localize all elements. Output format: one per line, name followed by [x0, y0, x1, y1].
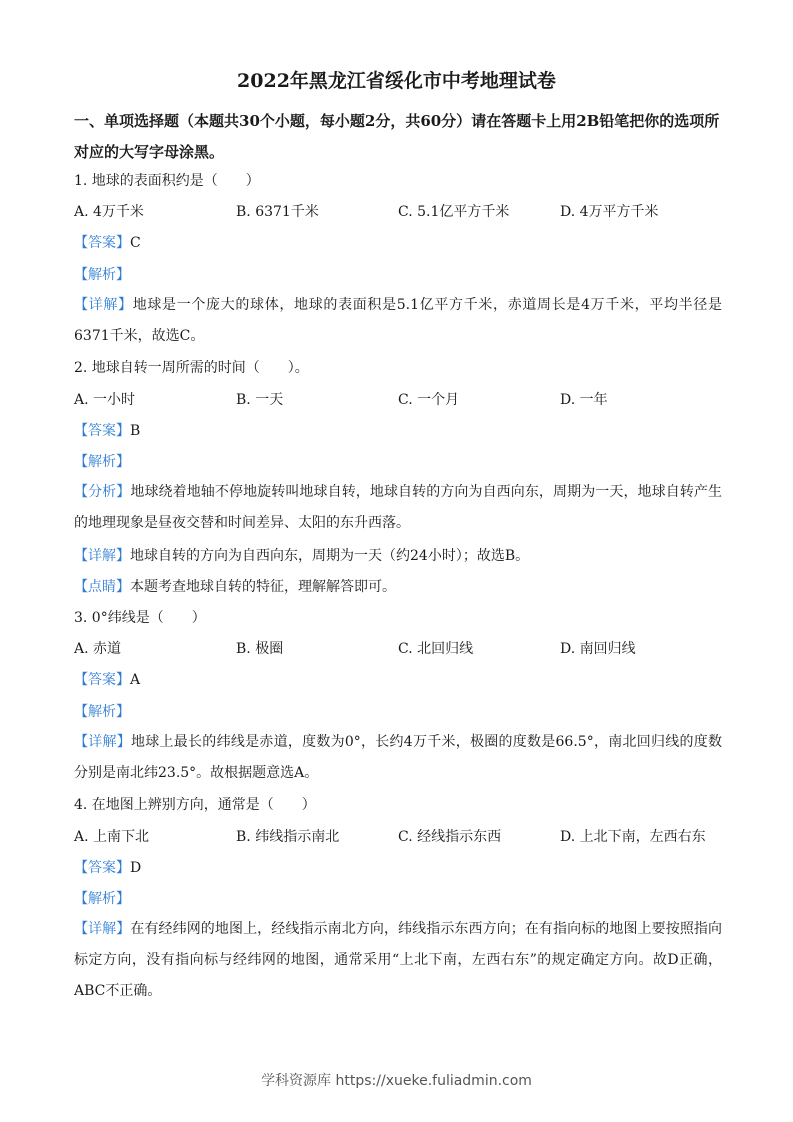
question-4-analysis-label: [74, 889, 130, 909]
detail-text: 在有经纬网的地图上，经线指示南北方向，纬线指示东西方向；在有指向标的地图上要按照指向标定方向，没有指向标与经纬网的地图，通常采用“上北下南，左西右东”的规定确定方向。故D正确，ABC不正确。: [74, 921, 723, 999]
question-1-detail: [74, 290, 722, 352]
question-4-stem: 4. 在地图上辨别方向，通常是（ ）: [74, 797, 316, 813]
section-heading: 一、单项选择题（本题共30个小题，每小题2分，共60分）请在答题卡上用2B铅笔把你的选项所对应的大写字母涂黑。: [74, 112, 720, 161]
question-2-options: [74, 390, 722, 410]
question-1-answer: [74, 233, 141, 253]
option-a: A. 一小时: [74, 392, 136, 408]
question-3-stem: 3. 0°纬线是（ ）: [74, 610, 206, 626]
answer-value: D: [130, 860, 142, 876]
option-b: B. 一天: [236, 392, 284, 408]
option-c: C. 经线指示东西: [398, 829, 502, 845]
answer-value: A: [130, 672, 141, 688]
page-title: 2022年黑龙江省绥化市中考地理试卷: [237, 70, 556, 92]
answer-label: 【答案】: [74, 860, 130, 876]
question-3-options: [74, 639, 722, 659]
detail-label: 【详解】: [74, 921, 131, 937]
detail-text: 地球上最长的纬线是赤道，度数为0°，长约4万千米，极圈的度数是66.5°，南北回归线的度数分别是南北纬23.5°。故根据题意选A。: [74, 734, 723, 781]
question-3-detail: [74, 727, 722, 789]
question-2-stem: 2. 地球自转一周所需的时间（ ）。: [74, 360, 309, 376]
option-a: A. 4万千米: [74, 204, 144, 220]
answer-value: C: [130, 235, 141, 251]
option-b: B. 纬线指示南北: [236, 829, 340, 845]
analysis-label: 【解析】: [74, 454, 130, 470]
answer-label: 【答案】: [74, 423, 130, 439]
answer-value: B: [130, 423, 141, 439]
option-c: C. 5.1亿平方千米: [398, 204, 510, 220]
detail-label: 【详解】: [74, 297, 133, 313]
option-b: B. 极圈: [236, 641, 284, 657]
detail-text: 地球是一个庞大的球体，地球的表面积是5.1亿平方千米，赤道周长是4万千米，平均半径是6371千米，故选C。: [74, 297, 723, 344]
analysis-label: 【解析】: [74, 891, 130, 907]
option-d: D. 一年: [560, 392, 608, 408]
option-d: D. 上北下南，左西右东: [560, 829, 706, 845]
question-2-detail: [74, 546, 529, 566]
question-1-options: [74, 202, 722, 222]
detail-label: 【详解】: [74, 548, 130, 564]
question-4-answer: [74, 858, 141, 878]
question-4-options: [74, 827, 722, 847]
dianjing-label: 【点睛】: [74, 579, 130, 595]
analysis-label: 【解析】: [74, 267, 130, 283]
question-2-fenxi: [74, 477, 722, 539]
question-2-answer: [74, 421, 140, 441]
option-d: D. 南回归线: [560, 641, 636, 657]
option-c: C. 一个月: [398, 392, 460, 408]
question-2-dianjing: [74, 577, 396, 597]
question-4-detail: [74, 914, 722, 1007]
fenxi-label: 【分析】: [74, 484, 131, 500]
option-c: C. 北回归线: [398, 641, 474, 657]
question-3-answer: [74, 670, 140, 690]
dianjing-text: 本题考查地球自转的特征，理解解答即可。: [130, 579, 396, 595]
option-a: A. 赤道: [74, 641, 122, 657]
analysis-label: 【解析】: [74, 704, 130, 720]
question-2-analysis-label: [74, 452, 130, 472]
footer-watermark: 学科资源库 https://xueke.fuliadmin.com: [261, 1073, 532, 1089]
option-d: D. 4万平方千米: [560, 204, 659, 220]
detail-label: 【详解】: [74, 734, 132, 750]
question-3-analysis-label: [74, 702, 130, 722]
question-1-stem: 1. 地球的表面积约是（ ）: [74, 173, 260, 189]
detail-text: 地球自转的方向为自西向东，周期为一天（约24小时）；故选B。: [130, 548, 530, 564]
answer-label: 【答案】: [74, 235, 130, 251]
question-1-analysis-label: [74, 265, 130, 285]
option-b: B. 6371千米: [236, 204, 319, 220]
fenxi-text: 地球绕着地轴不停地旋转叫地球自转，地球自转的方向为自西向东，周期为一天，地球自转产生的地理现象是昼夜交替和时间差异、太阳的东升西落。: [74, 484, 723, 531]
answer-label: 【答案】: [74, 672, 130, 688]
option-a: A. 上南下北: [74, 829, 150, 845]
